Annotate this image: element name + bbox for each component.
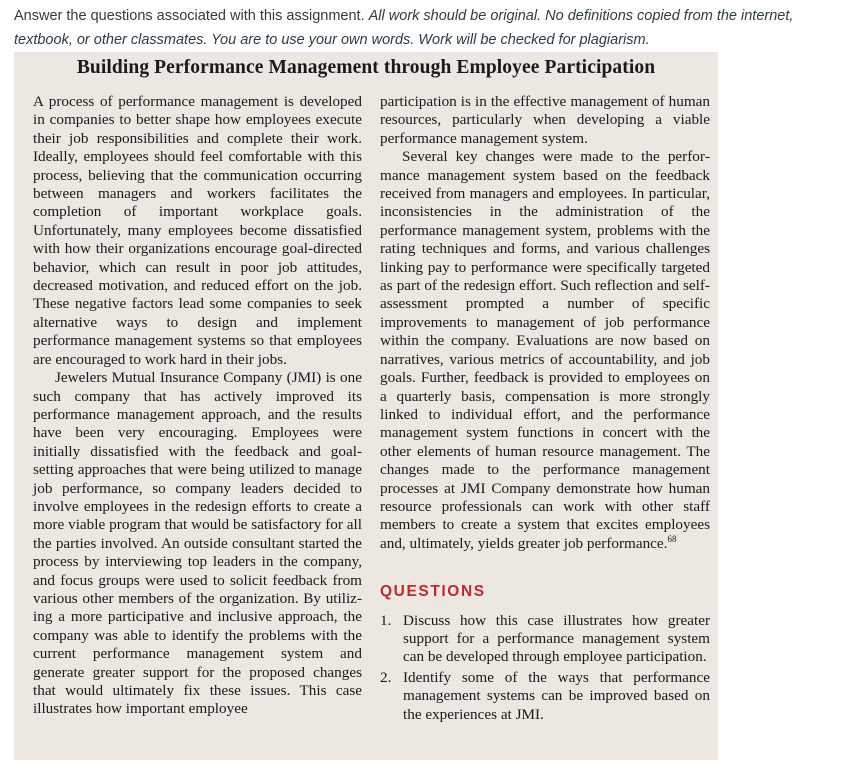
- case-title: Building Performance Management through Employee Participation: [76, 57, 656, 78]
- left-column: [33, 93, 362, 719]
- question-number: 2.: [380, 668, 392, 686]
- questions-heading: QUESTIONS: [380, 583, 486, 601]
- left-paragraph-2: Jewelers Mutual Insurance Company (JMI) is one such company that has actively improved its performance management approach, and the results have been very encouraging. Employees were initially dissatisfied with the feedback and goal-setting approaches that were being utilized to manage job performance, so company leaders decided to involve employees in the redesign efforts to create a more viable program that would be satisfactory for all the parties involved. An outside consultant started the process by interviewing top leaders in the company, and focus groups were used to solicit feedback from various other members of the organization. By utilizing a more participative and inclusive approach, the company was able to identify the problems with the current performance management system and generate greater support for the proposed changes that would ultimately fix these issues. This case illustrates how important employee: [33, 369, 362, 718]
- question-text: Identify some of the ways that performance management systems can be improved based on the experiences at JMI.: [403, 668, 710, 723]
- reference-mark: 68: [667, 533, 677, 544]
- instructions-lead: Answer the questions associated with this assignment.: [14, 8, 365, 24]
- case-study-excerpt: [14, 52, 718, 760]
- left-paragraph-1: A process of performance management is developed in companies to better shape how employees execute their job responsibilities and complete their work. Ideally, employees should feel comfortable with this process, believing that the communication occurring between managers and workers facilitates the completion of important workplace goals. Unfortunately, many employees become dissatisfied with how their organizations encourage goal-directed behavior, which can result in poor job attitudes, decreased motivation, and reduced effort on the job. These negative factors lead some companies to seek alternative ways to design and implement performance management systems so that employees are encouraged to work hard in their jobs.: [33, 93, 362, 368]
- right-paragraph-2: [380, 148, 710, 553]
- right-column: [380, 93, 710, 726]
- questions-list: [380, 612, 710, 724]
- instructions-emphasis: All work should be original. No definitions copied from the internet, textbook, or other classmates. You are to use your own words. Work will be checked for plagiarism.: [14, 8, 794, 48]
- question-item: [380, 669, 710, 724]
- question-text: Discuss how this case illustrates how greater support for a performance management system can be developed through employee participation.: [403, 611, 710, 666]
- question-number: 1.: [380, 611, 392, 629]
- assignment-instructions: [14, 4, 846, 52]
- question-item: [380, 612, 710, 667]
- right-paragraph-2-text: Several key changes were made to the performance management system based on the feedback received from managers and employees. In particular, inconsistencies in the administration of the performance management system, problems with the rating techniques and forms, and various challenges linking pay to performance were specifically targeted as part of the redesign effort. Such reflection and self-assessment prompted a number of specific improvements to management of job performance within the company. Evaluations are now based on narratives, various metrics of accountability, and job goals. Further, feedback is provided to employees on a quarterly basis, compensation is more strongly linked to individual effort, and the performance management system functions in concert with the other elements of human resource management. The changes made to the performance management processes at JMI Company demonstrate how human resource professionals can work with other staff members to create a system that excites employees and, ultimately, yields greater job performance.: [380, 148, 710, 552]
- right-paragraph-1: participation is in the effective management of human resources, particularly when developing a viable performance management system.: [380, 93, 710, 147]
